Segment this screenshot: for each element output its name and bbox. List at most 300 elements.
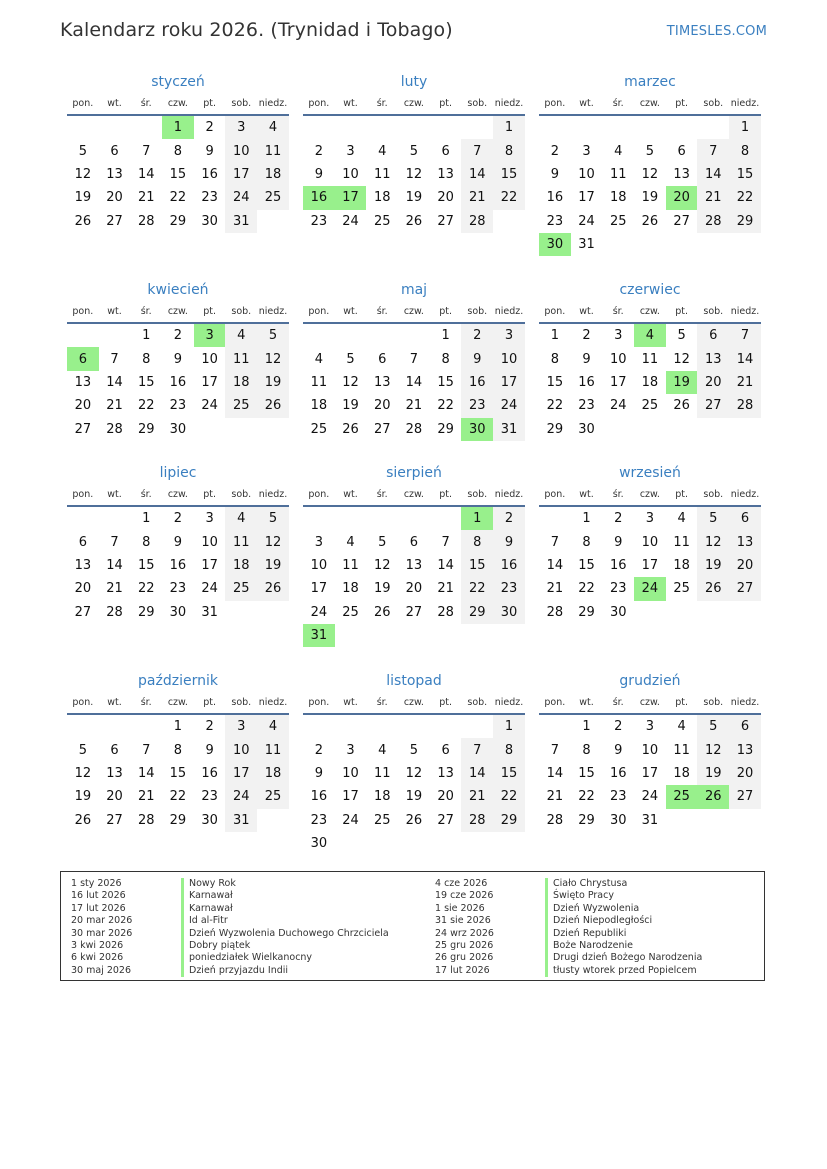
day-cell: 2 <box>205 120 214 136</box>
day-cell: 27 <box>373 421 391 437</box>
weekend-day-cell: 11 <box>225 347 257 370</box>
weekend-day-cell: 9 <box>461 347 493 370</box>
day-cell: 5 <box>78 143 87 159</box>
weekend-day-cell: 26 <box>257 394 289 417</box>
day-cell: 23 <box>310 812 328 828</box>
weekday-label: wt. <box>343 697 358 708</box>
day-cell: 10 <box>342 166 359 182</box>
weekend-day-cell: 27 <box>729 577 761 600</box>
day-cell: 28 <box>137 213 155 229</box>
weekday-label: czw. <box>639 489 660 500</box>
day-cell: 9 <box>314 765 323 781</box>
weekday-label: sob. <box>703 489 724 500</box>
day-grid <box>303 324 525 441</box>
empty-cell <box>366 116 398 139</box>
weekday-label: czw. <box>639 98 660 109</box>
holiday-name: poniedziałek Wielkanocny <box>181 952 312 964</box>
day-cell: 3 <box>582 143 591 159</box>
weekday-label: sob. <box>231 697 252 708</box>
month-name: sierpień <box>386 465 442 481</box>
day-cell: 22 <box>437 398 454 414</box>
weekday-label: śr. <box>612 98 624 109</box>
empty-cell <box>398 116 430 139</box>
weekday-label: wt. <box>343 98 358 109</box>
month-name: listopad <box>386 673 442 689</box>
day-cell: 2 <box>173 511 183 527</box>
day-cell: 12 <box>373 557 391 573</box>
day-cell: 12 <box>74 166 92 182</box>
day-cell: 13 <box>437 166 454 182</box>
day-cell: 9 <box>173 534 183 550</box>
weekday-label: czw. <box>403 306 424 317</box>
day-cell: 15 <box>169 166 187 182</box>
weekday-header <box>67 302 289 324</box>
day-cell: 3 <box>614 328 623 344</box>
day-grid <box>539 507 761 624</box>
day-cell: 4 <box>378 742 387 758</box>
weekday-label: wt. <box>107 697 122 708</box>
weekend-day-cell: 7 <box>729 324 761 347</box>
weekday-label: śr. <box>376 697 388 708</box>
weekday-header <box>539 485 761 507</box>
weekday-label: śr. <box>612 306 624 317</box>
day-cell: 27 <box>437 812 454 828</box>
day-cell: 29 <box>578 604 595 620</box>
day-cell: 11 <box>673 534 690 550</box>
weekend-day-cell: 31 <box>493 418 525 441</box>
weekend-day-cell: 21 <box>729 371 761 394</box>
month-block <box>539 671 761 832</box>
month-block <box>67 280 289 441</box>
day-cell: 21 <box>106 581 123 597</box>
month-name: wrzesień <box>619 465 681 481</box>
day-cell: 12 <box>405 765 423 781</box>
weekday-label: pon. <box>308 98 330 109</box>
empty-cell <box>99 116 131 139</box>
holiday-day-cell: 30 <box>461 418 493 441</box>
holiday-name: tłusty wtorek przed Popielcem <box>545 965 697 977</box>
day-cell: 24 <box>201 398 218 414</box>
month-block <box>539 463 761 624</box>
weekend-day-cell: 19 <box>257 554 289 577</box>
day-cell: 29 <box>546 421 564 437</box>
weekday-label: pon. <box>72 306 94 317</box>
weekend-day-cell: 28 <box>697 210 729 233</box>
weekend-day-cell: 17 <box>225 163 257 186</box>
weekday-label: niedz. <box>730 306 760 317</box>
day-cell: 8 <box>142 534 151 550</box>
day-cell: 12 <box>405 166 423 182</box>
day-cell: 24 <box>201 581 218 597</box>
day-cell: 6 <box>409 534 419 550</box>
weekday-label: niedz. <box>258 306 288 317</box>
holiday-name: Święto Pracy <box>545 890 614 902</box>
day-cell: 17 <box>201 374 218 390</box>
day-cell: 7 <box>142 143 151 159</box>
weekday-label: niedz. <box>730 98 760 109</box>
weekend-day-cell: 10 <box>225 738 257 761</box>
legend-column-right <box>435 878 702 977</box>
weekend-day-cell: 1 <box>493 116 525 139</box>
day-cell: 12 <box>641 166 659 182</box>
weekend-day-cell: 1 <box>729 116 761 139</box>
legend-item <box>71 903 389 915</box>
day-cell: 7 <box>110 534 119 550</box>
month-name: lipiec <box>159 465 197 481</box>
day-cell: 1 <box>441 328 450 344</box>
day-cell: 29 <box>169 213 187 229</box>
weekday-label: śr. <box>376 306 388 317</box>
weekday-header <box>303 693 525 715</box>
weekend-day-cell: 25 <box>225 577 257 600</box>
weekend-day-cell: 22 <box>461 577 493 600</box>
day-cell: 7 <box>550 742 559 758</box>
weekend-day-cell: 2 <box>461 324 493 347</box>
weekend-day-cell: 11 <box>225 530 257 553</box>
weekday-header <box>539 693 761 715</box>
weekday-label: wt. <box>107 306 122 317</box>
day-cell: 11 <box>342 557 359 573</box>
day-cell: 15 <box>137 374 155 390</box>
weekday-label: wt. <box>579 697 594 708</box>
day-cell: 10 <box>609 351 627 367</box>
weekday-label: pt. <box>203 489 216 500</box>
weekend-day-cell: 28 <box>461 809 493 832</box>
weekend-day-cell: 29 <box>461 601 493 624</box>
day-cell: 20 <box>437 190 454 206</box>
day-cell: 24 <box>578 213 595 229</box>
empty-cell <box>571 116 603 139</box>
day-cell: 21 <box>437 581 454 597</box>
day-cell: 27 <box>405 604 423 620</box>
weekday-label: pon. <box>308 306 330 317</box>
day-cell: 14 <box>106 557 123 573</box>
weekend-day-cell: 13 <box>697 347 729 370</box>
day-cell: 28 <box>546 604 564 620</box>
day-cell: 30 <box>169 421 187 437</box>
weekday-label: pon. <box>72 697 94 708</box>
day-cell: 19 <box>74 789 92 805</box>
holiday-date: 6 kwi 2026 <box>71 952 124 964</box>
weekend-day-cell: 22 <box>493 785 525 808</box>
holiday-date: 1 sty 2026 <box>71 878 122 889</box>
day-cell: 13 <box>74 374 92 390</box>
holiday-date: 24 wrz 2026 <box>435 927 494 939</box>
day-cell: 18 <box>609 190 627 206</box>
weekday-label: pt. <box>675 306 688 317</box>
weekday-label: czw. <box>167 306 188 317</box>
day-cell: 24 <box>342 213 359 229</box>
weekend-day-cell: 15 <box>493 163 525 186</box>
day-cell: 23 <box>578 398 595 414</box>
day-cell: 26 <box>405 812 423 828</box>
day-cell: 8 <box>441 351 450 367</box>
day-cell: 6 <box>110 143 119 159</box>
day-cell: 22 <box>169 190 187 206</box>
weekday-label: sob. <box>467 489 488 500</box>
day-cell: 26 <box>373 604 391 620</box>
day-cell: 1 <box>582 719 591 735</box>
day-cell: 25 <box>373 812 391 828</box>
weekday-label: sob. <box>467 98 488 109</box>
day-cell: 25 <box>641 398 659 414</box>
empty-cell <box>602 116 634 139</box>
day-cell: 11 <box>641 351 659 367</box>
weekday-label: śr. <box>140 697 152 708</box>
day-grid <box>539 715 761 832</box>
holiday-date: 26 gru 2026 <box>435 952 494 964</box>
weekday-label: czw. <box>403 98 424 109</box>
day-cell: 9 <box>173 351 183 367</box>
weekend-day-cell: 23 <box>461 394 493 417</box>
empty-cell <box>303 715 335 738</box>
month-name: marzec <box>624 74 676 90</box>
day-cell: 2 <box>614 719 623 735</box>
day-cell: 15 <box>137 557 155 573</box>
holiday-day-cell: 30 <box>539 233 571 256</box>
weekend-day-cell: 25 <box>225 394 257 417</box>
holiday-date: 31 sie 2026 <box>435 915 491 927</box>
day-cell: 11 <box>373 166 391 182</box>
holiday-date: 16 lut 2026 <box>71 890 126 902</box>
day-cell: 18 <box>373 789 391 805</box>
weekday-label: sob. <box>703 306 724 317</box>
day-grid <box>303 715 525 855</box>
day-cell: 6 <box>78 534 87 550</box>
weekday-label: pon. <box>544 98 566 109</box>
day-cell: 5 <box>677 328 686 344</box>
holiday-name: Dzień Wyzwolenia <box>545 903 639 915</box>
day-cell: 24 <box>310 604 328 620</box>
weekday-label: pon. <box>544 489 566 500</box>
empty-cell <box>303 507 335 530</box>
weekday-label: niedz. <box>258 489 288 500</box>
weekend-day-cell: 6 <box>697 324 729 347</box>
empty-cell <box>539 507 571 530</box>
day-cell: 10 <box>201 534 218 550</box>
weekday-label: pon. <box>308 697 330 708</box>
day-cell: 3 <box>645 511 655 527</box>
weekday-label: czw. <box>403 489 424 500</box>
month-block <box>67 671 289 832</box>
weekday-header <box>539 94 761 116</box>
holiday-name: Nowy Rok <box>181 878 236 890</box>
day-grid <box>303 116 525 233</box>
weekend-day-cell: 12 <box>257 347 289 370</box>
day-cell: 18 <box>310 398 328 414</box>
day-cell: 13 <box>74 557 92 573</box>
weekend-day-cell: 8 <box>493 738 525 761</box>
holiday-day-cell: 26 <box>697 785 729 808</box>
weekend-day-cell: 28 <box>729 394 761 417</box>
empty-cell <box>539 116 571 139</box>
weekend-day-cell: 29 <box>729 210 761 233</box>
day-cell: 22 <box>169 789 187 805</box>
empty-cell <box>67 715 99 738</box>
day-cell: 21 <box>137 789 155 805</box>
holiday-legend <box>60 871 765 981</box>
day-cell: 22 <box>546 398 564 414</box>
day-cell: 1 <box>142 511 151 527</box>
day-cell: 5 <box>409 742 419 758</box>
day-cell: 5 <box>378 534 387 550</box>
day-cell: 23 <box>201 190 218 206</box>
weekend-day-cell: 7 <box>461 738 493 761</box>
weekday-label: pt. <box>203 697 216 708</box>
day-grid <box>67 116 289 233</box>
day-grid <box>303 507 525 647</box>
weekday-label: śr. <box>140 98 152 109</box>
day-cell: 20 <box>74 581 92 597</box>
holiday-day-cell: 6 <box>67 347 99 370</box>
weekday-label: niedz. <box>730 489 760 500</box>
day-grid <box>539 324 761 441</box>
day-cell: 6 <box>110 742 119 758</box>
day-cell: 16 <box>578 374 595 390</box>
day-cell: 1 <box>173 719 183 735</box>
day-cell: 6 <box>378 351 387 367</box>
day-cell: 22 <box>137 581 155 597</box>
holiday-day-cell: 1 <box>461 507 493 530</box>
day-cell: 13 <box>373 374 391 390</box>
weekday-label: niedz. <box>730 697 760 708</box>
empty-cell <box>99 507 131 530</box>
empty-cell <box>430 715 462 738</box>
weekday-label: czw. <box>639 697 660 708</box>
day-cell: 8 <box>142 351 151 367</box>
day-cell: 10 <box>201 351 218 367</box>
weekday-label: pon. <box>544 697 566 708</box>
day-cell: 14 <box>137 765 155 781</box>
day-cell: 5 <box>409 143 419 159</box>
weekday-label: niedz. <box>494 306 524 317</box>
day-cell: 17 <box>310 581 328 597</box>
empty-cell <box>67 324 99 347</box>
month-block <box>539 72 761 256</box>
weekday-header <box>303 94 525 116</box>
holiday-date: 17 lut 2026 <box>71 902 126 914</box>
weekend-day-cell: 2 <box>493 507 525 530</box>
day-cell: 3 <box>346 143 355 159</box>
day-cell: 23 <box>169 398 187 414</box>
weekend-day-cell: 24 <box>493 394 525 417</box>
day-cell: 21 <box>546 789 564 805</box>
empty-cell <box>99 715 131 738</box>
weekday-label: pt. <box>675 98 688 109</box>
day-cell: 28 <box>405 421 423 437</box>
empty-cell <box>430 116 462 139</box>
day-cell: 25 <box>342 604 359 620</box>
day-cell: 19 <box>641 190 659 206</box>
weekday-label: niedz. <box>494 489 524 500</box>
empty-cell <box>130 116 162 139</box>
legend-item <box>435 915 702 927</box>
day-cell: 7 <box>409 351 419 367</box>
weekend-day-cell: 17 <box>225 762 257 785</box>
weekend-day-cell: 30 <box>493 601 525 624</box>
legend-item <box>71 915 389 927</box>
day-cell: 6 <box>441 143 450 159</box>
day-cell: 5 <box>645 143 655 159</box>
month-name: grudzień <box>619 673 681 689</box>
day-cell: 4 <box>677 511 686 527</box>
day-cell: 9 <box>550 166 559 182</box>
day-cell: 16 <box>169 374 187 390</box>
day-cell: 4 <box>614 143 623 159</box>
day-cell: 26 <box>74 812 92 828</box>
legend-item <box>435 952 702 964</box>
day-cell: 19 <box>405 190 423 206</box>
day-cell: 27 <box>437 213 454 229</box>
day-cell: 31 <box>641 812 659 828</box>
weekday-label: pt. <box>439 306 452 317</box>
weekend-day-cell: 16 <box>461 371 493 394</box>
weekend-day-cell: 13 <box>729 738 761 761</box>
brand-link[interactable]: TIMESLES.COM <box>666 24 767 39</box>
holiday-day-cell: 17 <box>335 186 367 209</box>
weekend-day-cell: 7 <box>697 139 729 162</box>
day-cell: 26 <box>641 213 659 229</box>
day-cell: 23 <box>546 213 564 229</box>
weekend-day-cell: 20 <box>729 762 761 785</box>
day-cell: 16 <box>546 190 564 206</box>
day-cell: 4 <box>677 719 686 735</box>
weekend-day-cell: 21 <box>461 186 493 209</box>
weekday-label: pon. <box>72 489 94 500</box>
day-cell: 24 <box>641 789 659 805</box>
weekday-label: wt. <box>107 489 122 500</box>
weekday-label: wt. <box>107 98 122 109</box>
weekend-day-cell: 8 <box>729 139 761 162</box>
holiday-day-cell: 24 <box>634 577 666 600</box>
day-cell: 29 <box>169 812 187 828</box>
month-name: maj <box>400 282 428 298</box>
day-cell: 11 <box>373 765 391 781</box>
holiday-date: 19 cze 2026 <box>435 890 494 902</box>
weekday-label: pon. <box>308 489 330 500</box>
weekday-label: czw. <box>403 697 424 708</box>
day-cell: 28 <box>137 812 155 828</box>
weekend-day-cell: 18 <box>225 554 257 577</box>
month-block <box>303 72 525 233</box>
day-cell: 16 <box>609 557 627 573</box>
weekday-label: pon. <box>72 98 94 109</box>
day-cell: 3 <box>645 719 655 735</box>
weekend-day-cell: 4 <box>257 715 289 738</box>
weekday-label: wt. <box>343 306 358 317</box>
weekday-label: pon. <box>544 306 566 317</box>
weekday-header <box>67 485 289 507</box>
weekend-day-cell: 25 <box>257 186 289 209</box>
day-cell: 23 <box>169 581 187 597</box>
day-cell: 16 <box>201 765 218 781</box>
weekend-day-cell: 22 <box>493 186 525 209</box>
weekend-day-cell: 8 <box>461 530 493 553</box>
day-cell: 7 <box>550 534 559 550</box>
weekday-label: czw. <box>167 98 188 109</box>
weekday-label: sob. <box>703 697 724 708</box>
weekend-day-cell: 19 <box>257 371 289 394</box>
day-cell: 18 <box>673 765 690 781</box>
day-cell: 18 <box>342 581 359 597</box>
day-cell: 30 <box>201 812 218 828</box>
empty-cell <box>67 116 99 139</box>
legend-item <box>71 940 389 952</box>
holiday-date: 20 mar 2026 <box>71 915 133 927</box>
day-cell: 24 <box>342 812 359 828</box>
weekday-label: czw. <box>639 306 660 317</box>
day-cell: 24 <box>609 398 627 414</box>
